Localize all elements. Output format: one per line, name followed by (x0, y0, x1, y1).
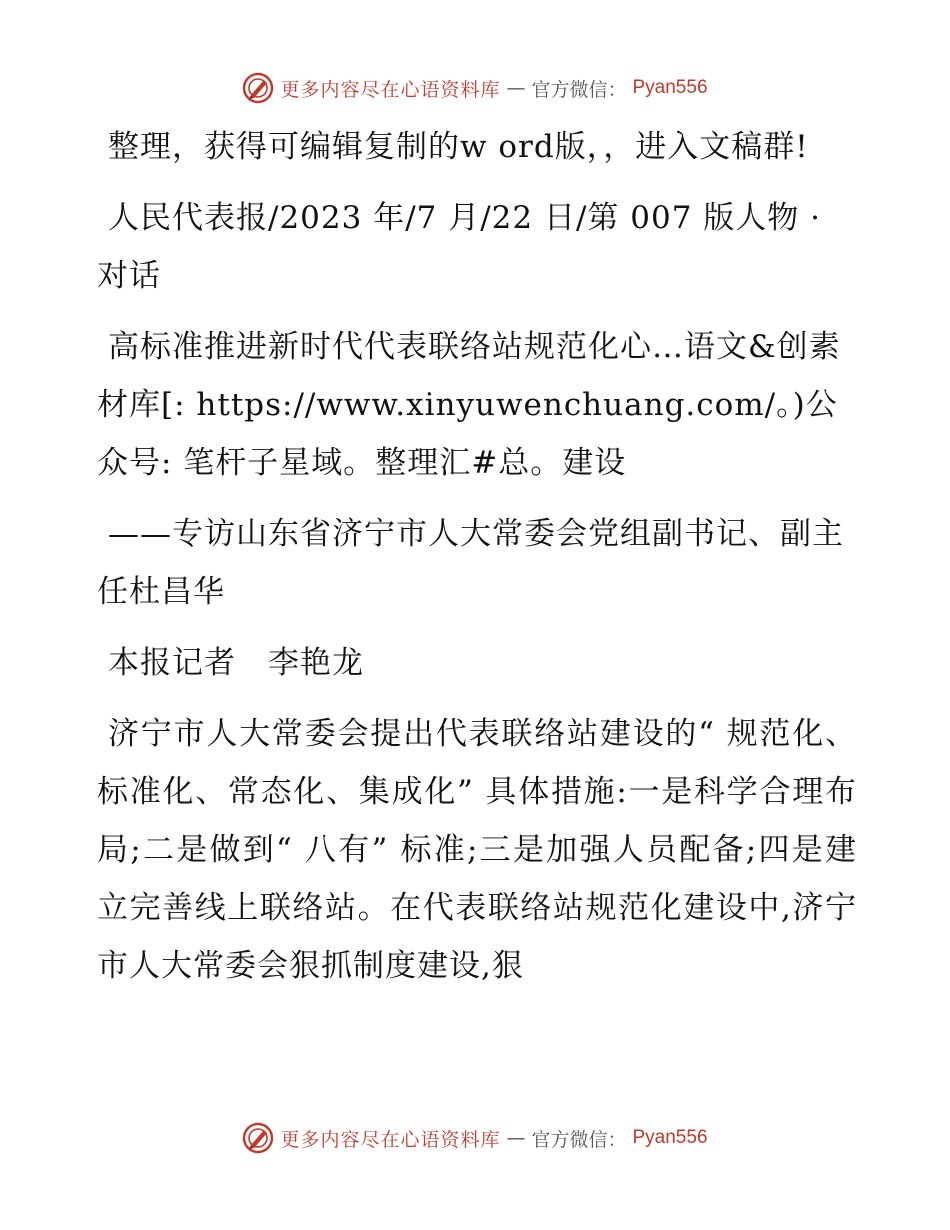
banner-dash: — (506, 1127, 526, 1149)
quill-logo-icon (242, 72, 274, 104)
paragraph-byline: 本报记者 李艳龙 (108, 645, 364, 681)
banner-wechat-label: 官方微信： (531, 78, 627, 101)
header-watermark-banner (0, 72, 950, 104)
banner-wechat-label: 官方微信： (531, 1128, 627, 1151)
banner-wechat-id: Pyan556 (632, 1127, 708, 1148)
banner-site-name: 更多内容尽在心语资料库 (280, 78, 501, 101)
paragraph-body: 济宁市人大常委会提出代表联络站建设的“ 规范化、标准化、常态化、集成化” 具体措施:一是科学合理布局;二是做到“ 八有” 标准;三是加强人员配备;四是建立完善线上联络站。在代表联络站规范化建设中,济宁市人大常委会狠抓制度建设,狠 (97, 716, 857, 984)
banner-dash: — (506, 77, 526, 99)
document-body (97, 118, 857, 1008)
banner-wechat-id: Pyan556 (632, 77, 708, 98)
paragraph-intro: 整理，获得可编辑复制的w ord版，，进入文稿群! (108, 129, 809, 165)
quill-logo-icon (242, 1122, 274, 1154)
paragraph-subtitle: ——专访山东省济宁市人大常委会党组副书记、副主任杜昌华 (97, 516, 844, 610)
banner-site-name: 更多内容尽在心语资料库 (280, 1128, 501, 1151)
paragraph-source: 人民代表报/2023 年/7 月/22 日/第 007 版人物 · 对话 (97, 200, 821, 294)
paragraph-title: 高标准推进新时代代表联络站规范化心…语文&创素材库[: https://www.xinyuwenchuang.com/。)公众号: 笔杆子星域。整理汇#总。建设 (97, 329, 841, 481)
footer-watermark-banner (0, 1122, 950, 1154)
